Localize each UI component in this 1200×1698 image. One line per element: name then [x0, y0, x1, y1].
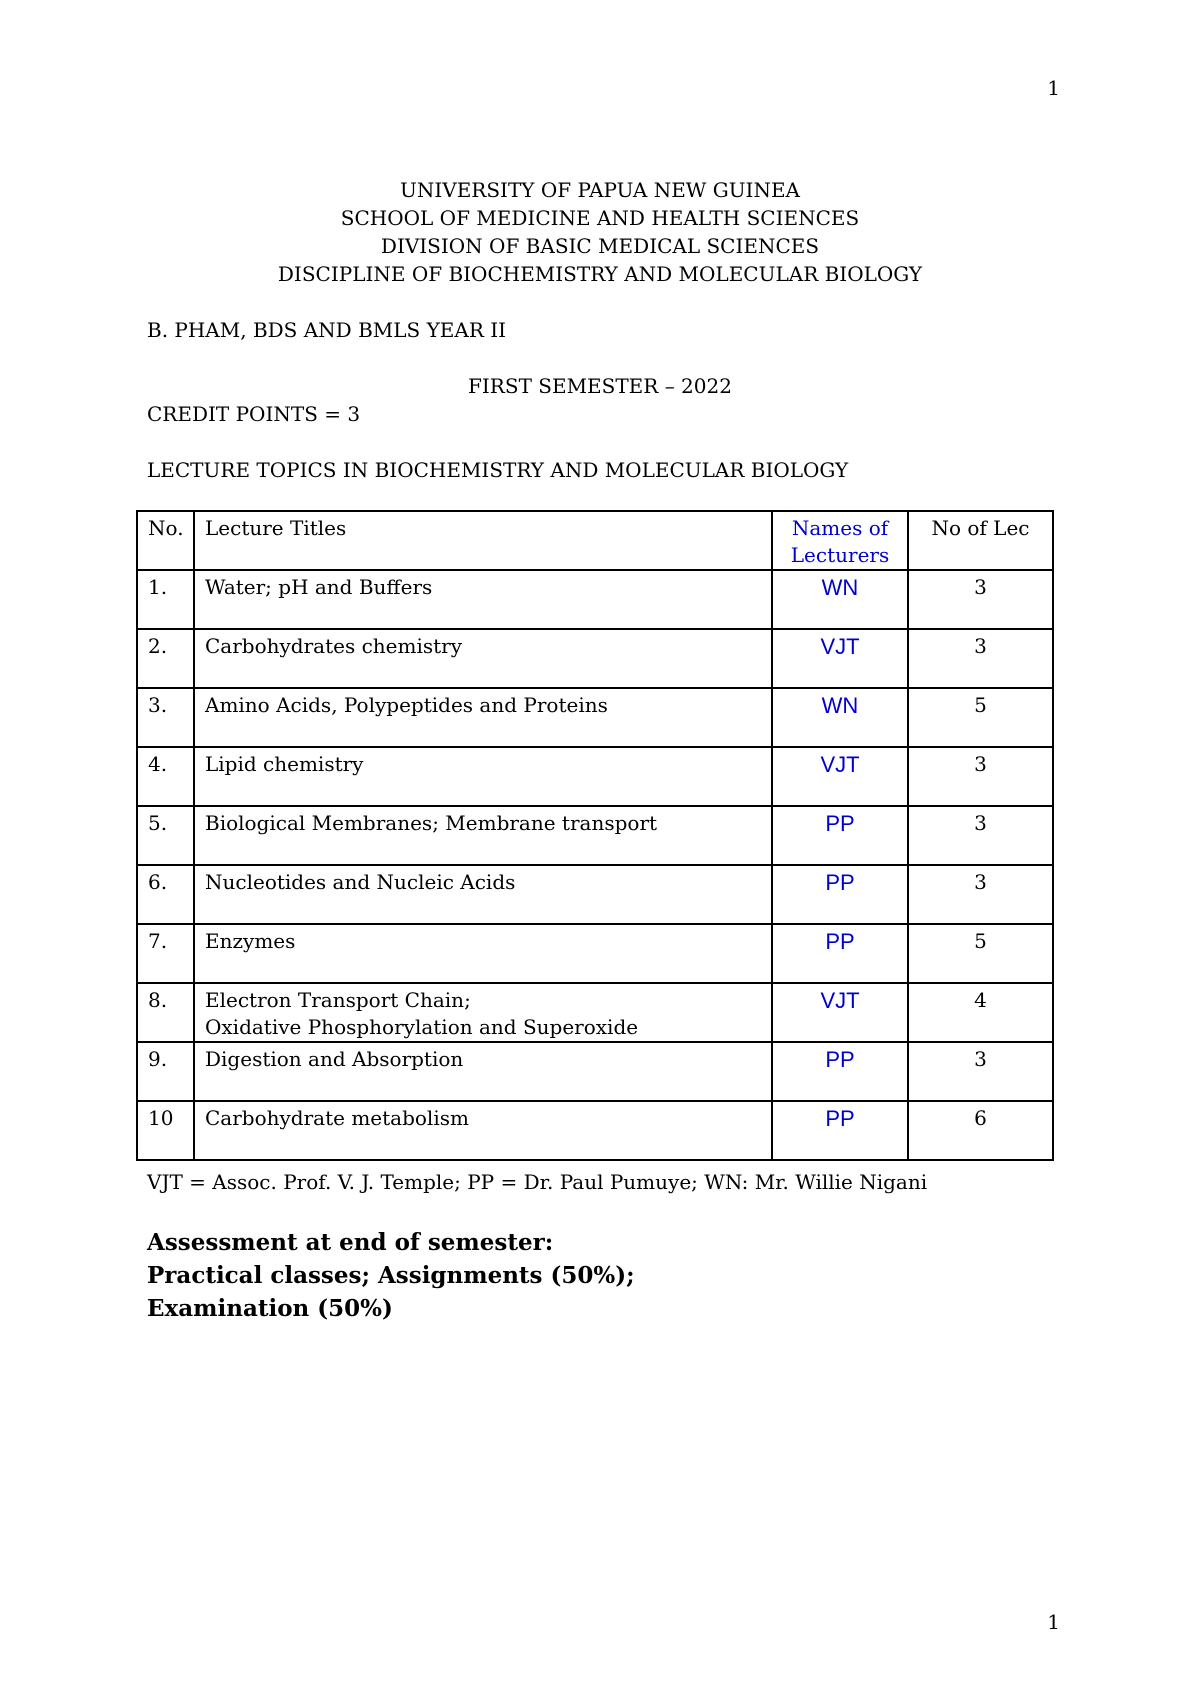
- row-lecturer: VJT: [772, 747, 908, 806]
- table-row: [137, 983, 1053, 1042]
- row-no: 10: [137, 1101, 194, 1160]
- row-lecturer: PP: [772, 1042, 908, 1101]
- table-row: [137, 865, 1053, 924]
- page-number-bottom: 1: [1047, 1610, 1060, 1634]
- table-row: [137, 1042, 1053, 1101]
- university-name: UNIVERSITY OF PAPUA NEW GUINEA: [400, 178, 800, 202]
- row-title: Enzymes: [194, 924, 772, 983]
- row-count: 3: [908, 865, 1053, 924]
- row-count: 3: [908, 1042, 1053, 1101]
- semester-title: FIRST SEMESTER – 2022: [468, 374, 732, 398]
- row-title: [194, 983, 772, 1042]
- row-lecturer: PP: [772, 806, 908, 865]
- row-no: 9.: [137, 1042, 194, 1101]
- table-row: [137, 629, 1053, 688]
- document-header: [0, 176, 1200, 288]
- row-title: Biological Membranes; Membrane transport: [194, 806, 772, 865]
- row-lecturer: WN: [772, 570, 908, 629]
- row-count: 3: [908, 806, 1053, 865]
- row-count: 5: [908, 924, 1053, 983]
- row-no: 3.: [137, 688, 194, 747]
- assessment-heading: Assessment at end of semester:: [147, 1229, 554, 1256]
- header-lecturers: [772, 511, 908, 570]
- header-no: No.: [137, 511, 194, 570]
- header-lecturers-line2: Lecturers: [790, 543, 890, 567]
- row-title: Amino Acids, Polypeptides and Proteins: [194, 688, 772, 747]
- row-title: Lipid chemistry: [194, 747, 772, 806]
- row-count: 3: [908, 629, 1053, 688]
- assessment-practicals: Practical classes; Assignments (50%);: [147, 1262, 635, 1289]
- course-title: B. PHAM, BDS AND BMLS YEAR II: [147, 318, 507, 342]
- table-row: [137, 806, 1053, 865]
- row-no: 2.: [137, 629, 194, 688]
- row-title-line1: Electron Transport Chain;: [205, 988, 471, 1012]
- row-count: 6: [908, 1101, 1053, 1160]
- topics-heading: LECTURE TOPICS IN BIOCHEMISTRY AND MOLECULAR BIOLOGY: [147, 458, 849, 482]
- row-lecturer: VJT: [772, 983, 908, 1042]
- row-count: 4: [908, 983, 1053, 1042]
- row-title: Carbohydrate metabolism: [194, 1101, 772, 1160]
- row-no: 8.: [137, 983, 194, 1042]
- row-no: 4.: [137, 747, 194, 806]
- table-row: [137, 924, 1053, 983]
- table-row: [137, 747, 1053, 806]
- discipline-name: DISCIPLINE OF BIOCHEMISTRY AND MOLECULAR BIOLOGY: [277, 262, 923, 286]
- header-count: No of Lec: [908, 511, 1053, 570]
- row-title: Nucleotides and Nucleic Acids: [194, 865, 772, 924]
- row-lecturer: PP: [772, 1101, 908, 1160]
- lecturer-legend: VJT = Assoc. Prof. V. J. Temple; PP = Dr. Paul Pumuye; WN: Mr. Willie Nigani: [147, 1170, 928, 1194]
- school-name: SCHOOL OF MEDICINE AND HEALTH SCIENCES: [340, 206, 860, 230]
- header-title: Lecture Titles: [194, 511, 772, 570]
- division-name: DIVISION OF BASIC MEDICAL SCIENCES: [380, 234, 820, 258]
- row-no: 5.: [137, 806, 194, 865]
- row-lecturer: PP: [772, 865, 908, 924]
- table-row: [137, 1101, 1053, 1160]
- table-row: [137, 570, 1053, 629]
- page-number-top: 1: [1047, 76, 1060, 100]
- row-count: 5: [908, 688, 1053, 747]
- row-title-line2: Oxidative Phosphorylation and Superoxide: [205, 1015, 639, 1039]
- row-lecturer: PP: [772, 924, 908, 983]
- row-count: 3: [908, 570, 1053, 629]
- row-lecturer: WN: [772, 688, 908, 747]
- table-row: [137, 688, 1053, 747]
- credit-points: CREDIT POINTS = 3: [147, 402, 361, 426]
- row-title: Water; pH and Buffers: [194, 570, 772, 629]
- assessment-block: [147, 1226, 635, 1325]
- table-header-row: [137, 511, 1053, 570]
- row-no: 1.: [137, 570, 194, 629]
- assessment-exam: Examination (50%): [147, 1295, 393, 1322]
- row-lecturer: VJT: [772, 629, 908, 688]
- row-count: 3: [908, 747, 1053, 806]
- lecture-table: [136, 510, 1054, 1161]
- row-no: 6.: [137, 865, 194, 924]
- row-title: Carbohydrates chemistry: [194, 629, 772, 688]
- header-lecturers-line1: Names of: [791, 516, 889, 540]
- row-title: Digestion and Absorption: [194, 1042, 772, 1101]
- row-no: 7.: [137, 924, 194, 983]
